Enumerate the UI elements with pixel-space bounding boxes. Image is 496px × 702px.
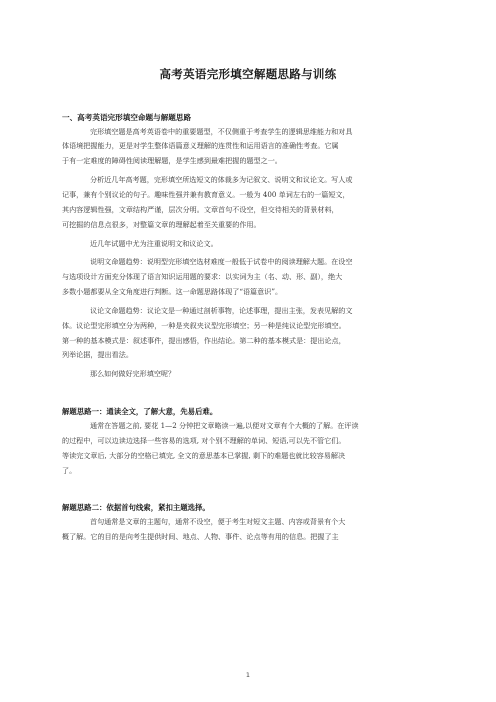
- paragraph-line: 多数小题都要从全文角度进行判断。这一命题思路体现了“语篇意识”。: [62, 287, 283, 296]
- paragraph-line: 分析近几年高考题，完形填空所选短文的体裁多为记叙文、说明文和议论文。写人或: [90, 175, 353, 184]
- paragraph-line: 完形填空题是高考英语卷中的重要题型，不仅侧重于考查学生的逻辑思维能力和对具: [90, 127, 353, 136]
- paragraph-line: 体。议论型完形填空分为两种，一种是夹叙夹议型完形填空；另一种是纯议论型完形填空。: [62, 321, 346, 330]
- section-heading: 一、高考英语完形填空命题与解题思路: [62, 113, 192, 122]
- paragraph-line: 可挖掘的信息点很多，对整篇文章的理解起着至关重要的作用。: [62, 220, 261, 229]
- paragraph-line: 列举论据，提出看法。: [62, 350, 133, 359]
- paragraph-line: 那么如何做好完形填空呢？: [90, 369, 176, 378]
- page-number: 1: [245, 671, 251, 679]
- paragraph-line: 等读完文章后, 大部分的空格已填完, 全文的意思基本已掌握, 剩下的难题也就比较容易解决: [62, 451, 346, 460]
- paragraph-line: 概了解。它的目的是向考生提供时间、地点、人物、事件、论点等有用的信息。把握了主: [62, 532, 339, 541]
- paragraph-line: 体语境把握能力，更是对学生整体语篇意义理解的连贯性和运用语言的准确性考查。它属: [62, 141, 339, 150]
- paragraph-line: 于有一定难度的障碍性阅读理解题，是学生感到最难把握的题型之一。: [62, 156, 282, 165]
- paragraph-line: 说明文命题趋势：说明型完形填空选材难度一般低于试卷中的阅读理解大题。在设空: [90, 257, 353, 266]
- paragraph-line: 与选项设计方面充分体现了语言知识运用题的要求：以实词为主（名、动、形、副），绝大: [62, 272, 343, 281]
- idea-heading: 解题思路一：通读全文，了解大意，先易后难。: [62, 407, 218, 416]
- paragraph-line: 通常在答题之前, 要花 1—2 分钟把文章略读一遍,以便对文章有个大概的了解。在评读: [90, 421, 359, 430]
- idea-heading: 解题思路二：依据首句线索，紧扣主题选择。: [62, 503, 210, 512]
- paragraph-line: 近几年试题中尤为注重说明文和议论文。: [90, 239, 218, 248]
- paragraph-line: 首句通常是文章的主题句，通常不设空，便于考生对短文主题、内容或背景有个大: [90, 517, 346, 526]
- paragraph-line: 议论文命题趋势：议论文是一种通过剖析事物，论述事理，提出主张，发表见解的文: [90, 306, 353, 315]
- paragraph-line: 的过程中，可以边读边选择一些容易的选项, 对个别不理解的单词、短语,可以先不管它们。: [62, 436, 346, 445]
- paragraph-line: 记事，兼有个别议论的句子。趣味性强并兼有教育意义。一般为 400 单词左右的一篇短文，: [62, 190, 350, 199]
- document-title: 高考英语完形填空解题思路与训练: [159, 67, 337, 81]
- paragraph-line: 第一种的基本模式是：叙述事件，提出感悟，作出结论。第二种的基本模式是：提出论点，: [62, 336, 346, 345]
- paragraph-line: 了。: [62, 466, 77, 475]
- paragraph-line: 其内容逻辑性强，文章结构严谨，层次分明。文章首句不设空，但交待相关的背景材料，: [62, 205, 339, 214]
